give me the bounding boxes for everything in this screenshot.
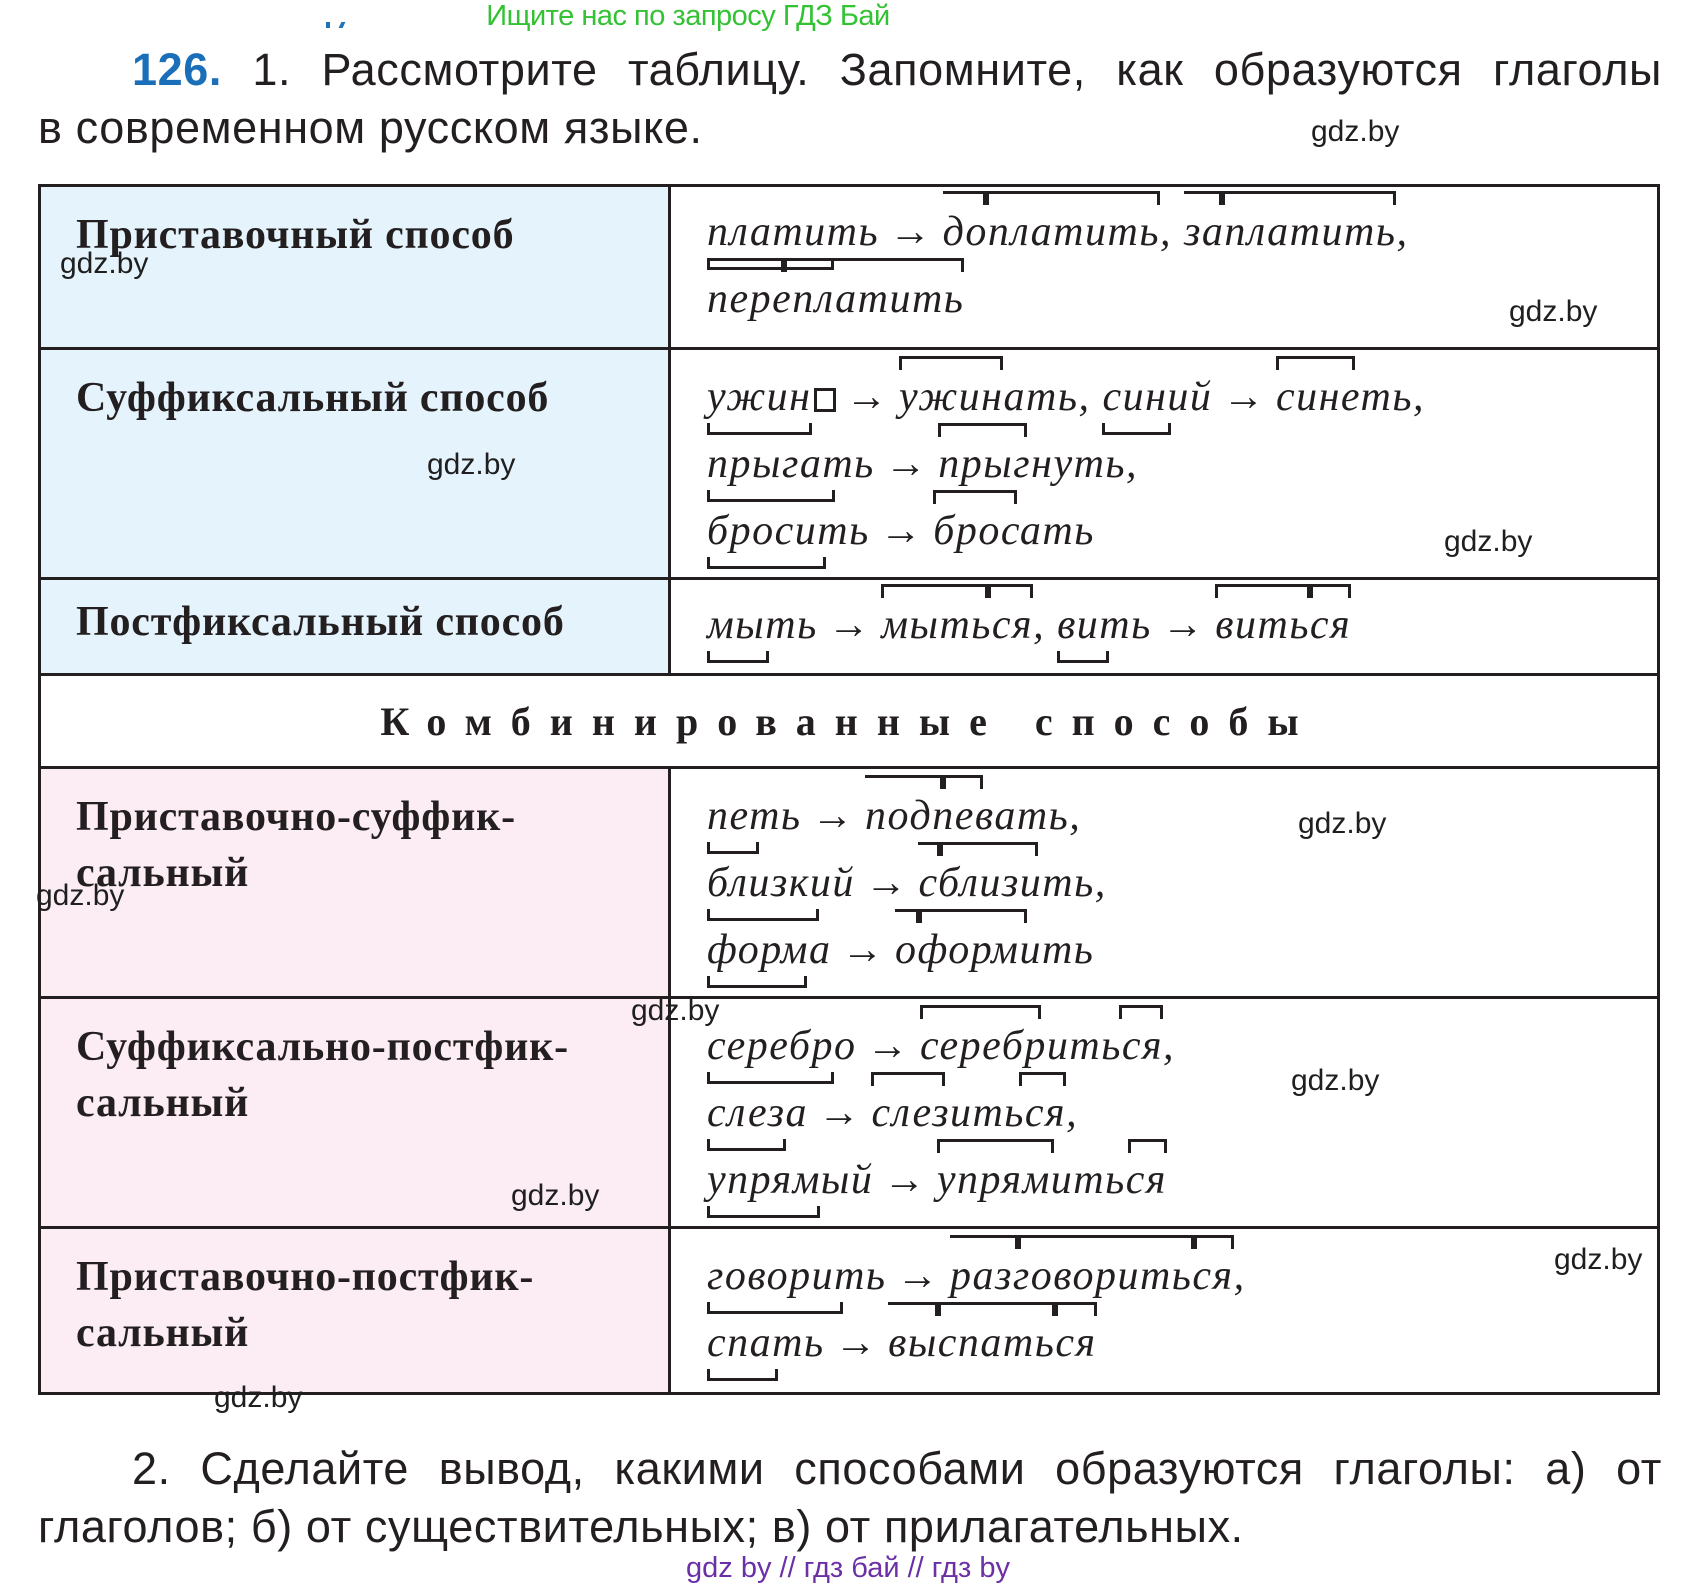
- task-2-line-2: глаголов; б) от существительных; в) от прилагательных.: [38, 1501, 1244, 1552]
- example-line: мыть → мыться , вить → виться: [707, 592, 1657, 659]
- table-row: [41, 1229, 1657, 1392]
- source-word: прыгать: [707, 431, 875, 498]
- search-hint: Ищите нас по запросу ГДЗ Бай: [486, 0, 890, 32]
- task-2-line-1: 2. Сделайте вывод, какими способами образуются глаголы: а) от: [132, 1443, 1662, 1494]
- derived-word: серебриться: [920, 1013, 1163, 1080]
- footer-watermark: gdz by // гдз бай // гдз by: [686, 1552, 1010, 1584]
- print-artifact: [326, 22, 350, 30]
- example-line: серебро → серебриться ,: [707, 1013, 1657, 1080]
- arrow-icon: →: [845, 374, 889, 420]
- source-word: мыть: [707, 592, 818, 659]
- arrow-icon: →: [817, 1090, 862, 1136]
- examples-cell: [671, 999, 1657, 1226]
- example-line: ужин → ужинать , синий → синеть ,: [707, 364, 1657, 431]
- method-cell: [41, 580, 671, 673]
- table-row: [41, 994, 1657, 1229]
- method-label: Приставочный способ: [76, 212, 515, 258]
- derived-word: доплатить: [943, 199, 1160, 266]
- source-word: спать: [707, 1310, 825, 1377]
- arrow-icon: →: [879, 508, 924, 554]
- derived-word: разговориться: [950, 1243, 1234, 1310]
- task-1-line-1: [132, 42, 1662, 98]
- method-label-line-2: сальный: [76, 1310, 250, 1356]
- derived-word: упрямиться: [937, 1147, 1167, 1214]
- watermark: gdz.by: [1509, 295, 1598, 328]
- task-1-line-2: в современном русском языке.: [38, 102, 703, 153]
- derived-word: оформить: [895, 917, 1094, 984]
- example-line: [707, 917, 1657, 984]
- source-word: серебро: [707, 1013, 856, 1080]
- table-row: [41, 350, 1657, 580]
- example-line: слеза → слезиться ,: [707, 1080, 1657, 1147]
- word-formation-table: [38, 184, 1660, 1395]
- table-row: [41, 580, 1657, 676]
- example-line: петь → подпевать ,: [707, 783, 1657, 850]
- example-line: [707, 1310, 1657, 1377]
- combined-methods-header: [41, 676, 1657, 769]
- source-word: платить: [707, 199, 879, 266]
- source-word: упрямый: [707, 1147, 873, 1214]
- section-title: Комбинированные способы: [380, 698, 1318, 744]
- watermark: gdz.by: [427, 448, 516, 481]
- method-label-line-2: сальный: [76, 1080, 250, 1126]
- method-cell: [41, 1229, 671, 1392]
- source-word: бросить: [707, 498, 870, 565]
- method-label-line-1: Суффиксально-постфик-: [76, 1024, 569, 1070]
- source-word: ужин: [707, 364, 812, 431]
- task-1-text: 1. Рассмотрите таблицу. Запомните, как образуются глаголы: [252, 44, 1662, 95]
- method-cell: [41, 769, 671, 996]
- null-ending-icon: [814, 388, 836, 412]
- arrow-icon: →: [1161, 602, 1206, 648]
- examples-cell: [671, 580, 1657, 673]
- examples-cell: [671, 1229, 1657, 1392]
- derived-word: заплатить: [1184, 199, 1397, 266]
- arrow-icon: →: [883, 1157, 927, 1203]
- watermark: gdz.by: [1554, 1243, 1643, 1276]
- example-line: платить → доплатить , заплатить ,: [707, 199, 1657, 266]
- watermark: gdz.by: [214, 1381, 303, 1414]
- source-word: говорить: [707, 1243, 887, 1310]
- watermark: gdz.by: [511, 1179, 600, 1212]
- derived-word: выспаться: [888, 1310, 1096, 1377]
- table-row: [36, 769, 1657, 999]
- method-label: Постфиксальный способ: [76, 599, 565, 645]
- derived-word: прыгнуть: [938, 431, 1126, 498]
- examples-cell: [671, 769, 1657, 996]
- arrow-icon: →: [841, 927, 885, 973]
- example-line: прыгать → прыгнуть ,: [707, 431, 1657, 498]
- source-word: форма: [707, 917, 831, 984]
- watermark: gdz.by: [1298, 807, 1387, 840]
- derived-word: переплатить: [707, 266, 964, 333]
- watermark: gdz.by: [60, 247, 149, 280]
- arrow-icon: →: [834, 1320, 879, 1366]
- arrow-icon: →: [896, 1253, 941, 1299]
- derived-word: виться: [1215, 592, 1351, 659]
- source-word: петь: [707, 783, 802, 850]
- arrow-icon: →: [889, 209, 933, 255]
- task-number: 126.: [132, 44, 222, 95]
- source-word: слеза: [707, 1080, 808, 1147]
- watermark: gdz.by: [1311, 115, 1400, 148]
- watermark: gdz.by: [1291, 1064, 1380, 1097]
- derived-word: мыться: [881, 592, 1033, 659]
- arrow-icon: →: [827, 602, 872, 648]
- method-cell: [41, 350, 671, 577]
- arrow-icon: →: [864, 860, 909, 906]
- derived-word: ужинать: [899, 364, 1078, 431]
- derived-word: слезиться: [871, 1080, 1066, 1147]
- example-line: [707, 1147, 1657, 1214]
- watermark: gdz.by: [1444, 525, 1533, 558]
- arrow-icon: →: [884, 441, 929, 487]
- watermark: gdz.by: [631, 994, 720, 1027]
- source-word: близкий: [707, 850, 855, 917]
- watermark: gdz.by: [36, 879, 125, 912]
- table-row: [41, 187, 1657, 350]
- derived-word: подпевать: [865, 783, 1069, 850]
- arrow-icon: →: [811, 793, 856, 839]
- method-label-line-2: сальный: [76, 850, 250, 896]
- task-2: [38, 1440, 1662, 1556]
- derived-word: бросать: [933, 498, 1095, 565]
- derived-word: сблизить: [918, 850, 1094, 917]
- arrow-icon: →: [1222, 374, 1266, 420]
- source-word: синий: [1102, 364, 1212, 431]
- method-label-line-1: Приставочно-постфик-: [76, 1254, 535, 1300]
- method-label-line-1: Приставочно-суффик-: [76, 794, 516, 840]
- example-line: близкий → сблизить ,: [707, 850, 1657, 917]
- arrow-icon: →: [866, 1023, 910, 1069]
- derived-word: синеть: [1276, 364, 1413, 431]
- example-line: говорить → разговориться ,: [707, 1243, 1657, 1310]
- source-word: вить: [1057, 592, 1152, 659]
- method-label: Суффиксальный способ: [76, 375, 550, 421]
